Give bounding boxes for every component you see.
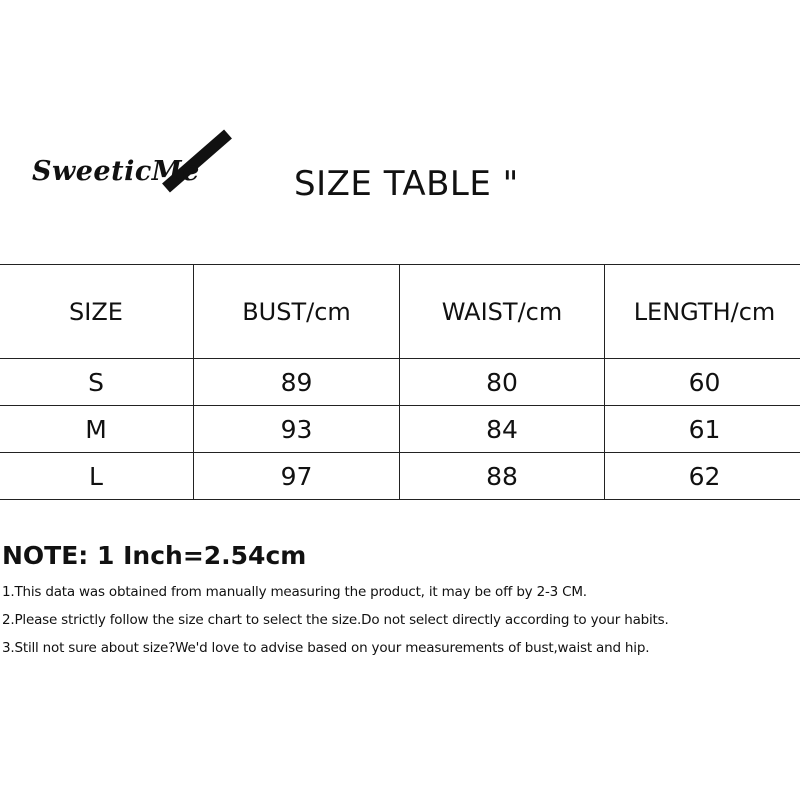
table-header-row bbox=[0, 265, 800, 359]
table-row bbox=[0, 406, 800, 453]
cell-bust: 93 bbox=[194, 406, 400, 453]
note-item: 3.Still not sure about size?We'd love to advise based on your measurements of bust,waist and hip. bbox=[2, 640, 650, 656]
cell-size: L bbox=[0, 453, 194, 500]
note-list bbox=[2, 578, 669, 662]
cell-waist: 80 bbox=[400, 359, 605, 406]
note-heading: NOTE: 1 Inch=2.54cm bbox=[2, 541, 307, 570]
column-header-waist: WAIST/cm bbox=[400, 265, 605, 359]
cell-length: 60 bbox=[605, 359, 800, 406]
cell-size: S bbox=[0, 359, 194, 406]
cell-length: 61 bbox=[605, 406, 800, 453]
cell-bust: 89 bbox=[194, 359, 400, 406]
column-header-length: LENGTH/cm bbox=[605, 265, 800, 359]
note-item: 1.This data was obtained from manually measuring the product, it may be off by 2-3 CM. bbox=[2, 584, 587, 600]
cell-size: M bbox=[0, 406, 194, 453]
cell-waist: 84 bbox=[400, 406, 605, 453]
cell-waist: 88 bbox=[400, 453, 605, 500]
page-title: SIZE TABLE " bbox=[294, 164, 519, 204]
column-header-bust: BUST/cm bbox=[194, 265, 400, 359]
brand-logo bbox=[28, 126, 238, 196]
brand-name: SweeticMe bbox=[32, 156, 200, 187]
cell-length: 62 bbox=[605, 453, 800, 500]
table-row bbox=[0, 359, 800, 406]
size-table bbox=[0, 264, 800, 500]
column-header-size: SIZE bbox=[0, 265, 194, 359]
note-item: 2.Please strictly follow the size chart to select the size.Do not select directly according to your habits. bbox=[2, 612, 669, 628]
table-row bbox=[0, 453, 800, 500]
cell-bust: 97 bbox=[194, 453, 400, 500]
